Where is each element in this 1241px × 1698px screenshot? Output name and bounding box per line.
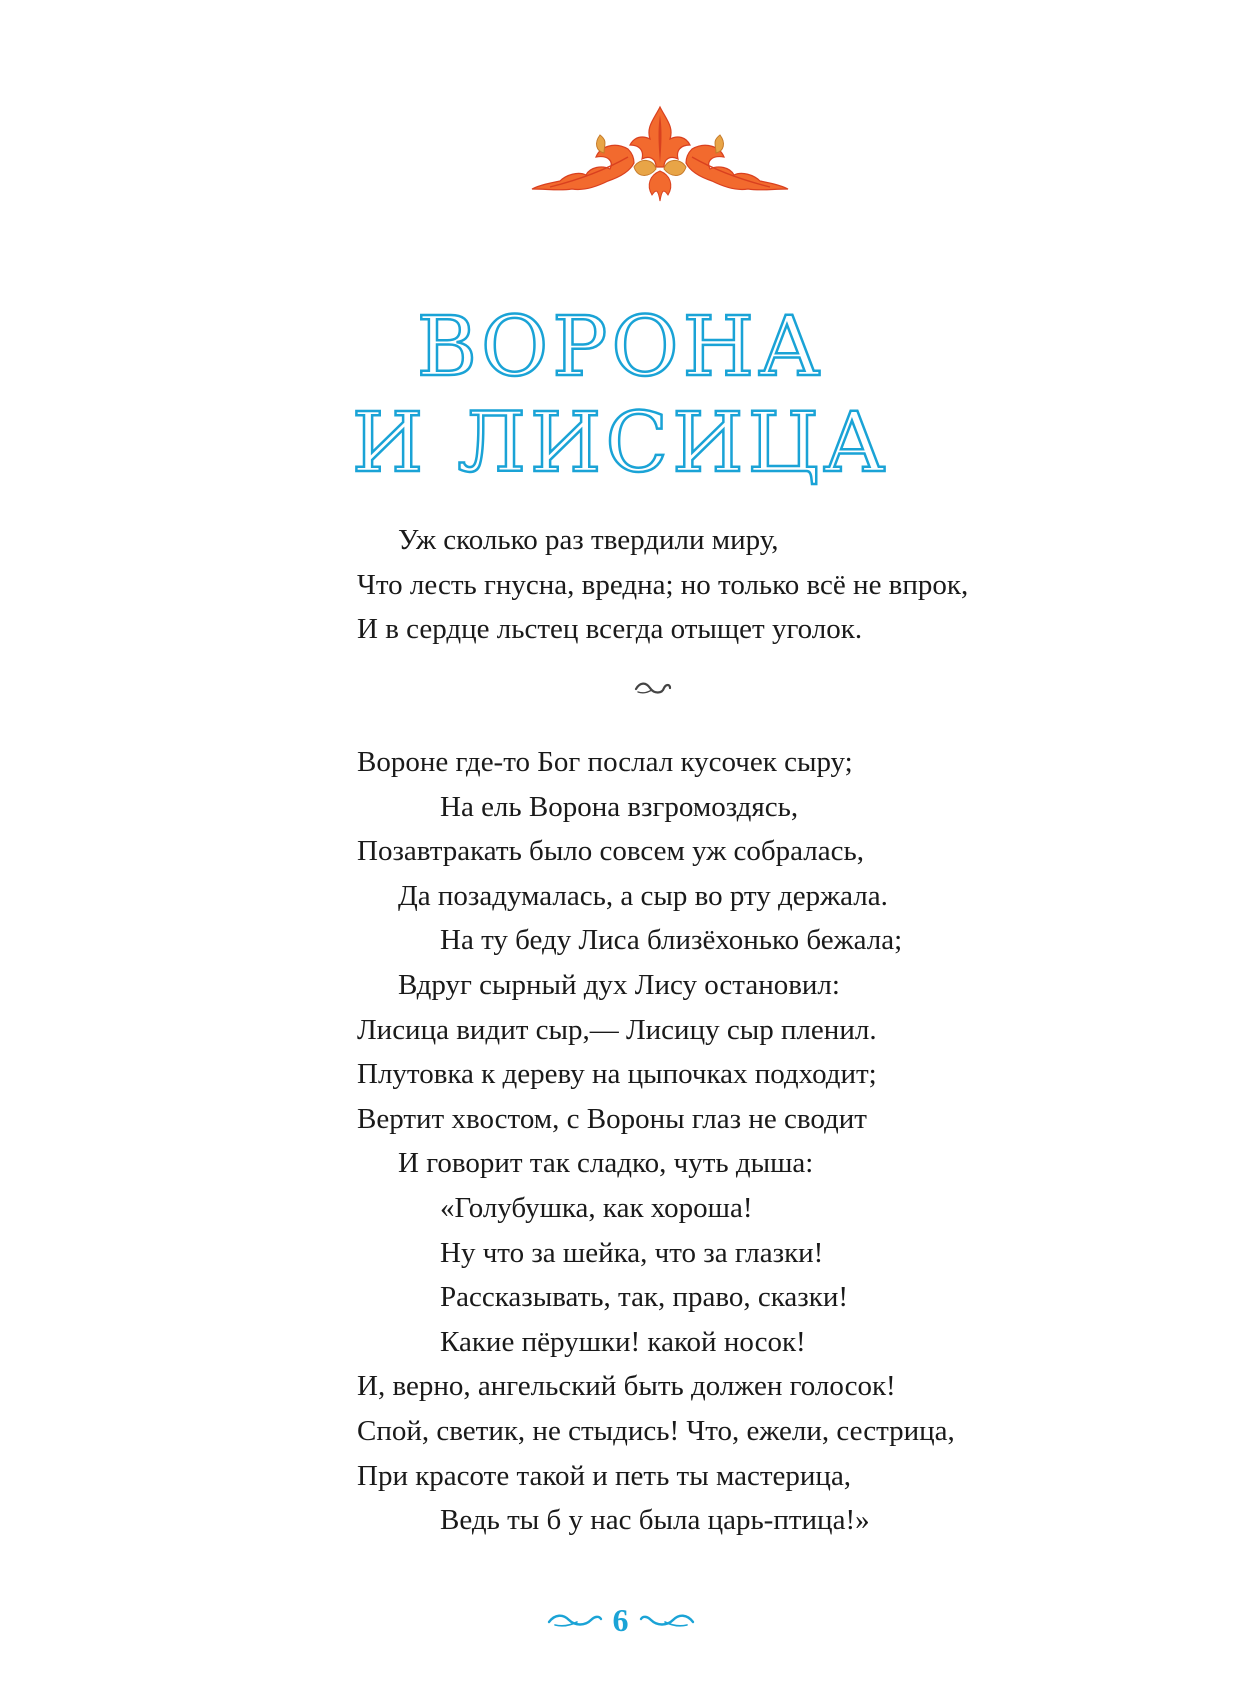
verse-line: И в сердце льстец всегда отыщет уголок.: [357, 613, 863, 646]
verse-line: Что лесть гнусна, вредна; но только всё не впрок,: [357, 568, 969, 601]
verse-line: На ту беду Лиса близёхонько бежала;: [440, 924, 903, 957]
verse-line: Позавтракать было совсем уж собралась,: [357, 835, 864, 868]
ornament-center-leaf: [630, 107, 690, 201]
swash-icon: [639, 1610, 695, 1630]
verse-line: «Голубушка, как хороша!: [440, 1191, 753, 1224]
swash-divider-icon: [634, 680, 672, 696]
swash-icon: [547, 1610, 603, 1630]
verse-line: И говорит так сладко, чуть дыша:: [398, 1147, 814, 1180]
ornament-left-wing: [532, 135, 634, 190]
page-title: [0, 300, 1241, 492]
verse-line: Вертит хвостом, с Вороны глаз не сводит: [357, 1102, 867, 1135]
verse-line: Спой, светик, не стыдись! Что, ежели, сестрица,: [357, 1414, 955, 1447]
page-number: 6: [612, 1602, 629, 1638]
verse-line: Рассказывать, так, право, сказки!: [440, 1281, 849, 1314]
verse-line: Вороне где-то Бог послал кусочек сыру;: [357, 746, 853, 778]
verse-line: При красоте такой и петь ты мастерица,: [357, 1459, 852, 1492]
stanza-moral: [0, 518, 1241, 652]
verse-line: Лисица видит сыр,— Лисицу сыр пленил.: [357, 1013, 877, 1046]
verse-line: И, верно, ангельский быть должен голосок!: [357, 1370, 896, 1403]
verse-line: Ну что за шейка, что за глазки!: [440, 1236, 824, 1269]
page-folio: [0, 1600, 1241, 1640]
stanza-story: [0, 740, 1241, 1543]
ornament-right-wing: [686, 135, 788, 190]
verse-line: Уж сколько раз твердили миру,: [398, 524, 779, 556]
title-line-1: ВОРОНА: [416, 300, 825, 395]
floral-ornament-icon: [530, 105, 790, 215]
verse-line: Какие пёрушки! какой носок!: [440, 1325, 806, 1358]
verse-line: Плутовка к дереву на цыпочках подходит;: [357, 1058, 877, 1091]
title-line-2: И ЛИСИЦА: [351, 396, 890, 491]
verse-line: Да позадумалась, а сыр во рту держала.: [398, 879, 888, 912]
verse-line: Вдруг сырный дух Лису остановил:: [398, 968, 840, 1001]
verse-line: На ель Ворона взгромоздясь,: [440, 790, 799, 823]
verse-line: Ведь ты б у нас была царь-птица!»: [440, 1504, 870, 1537]
